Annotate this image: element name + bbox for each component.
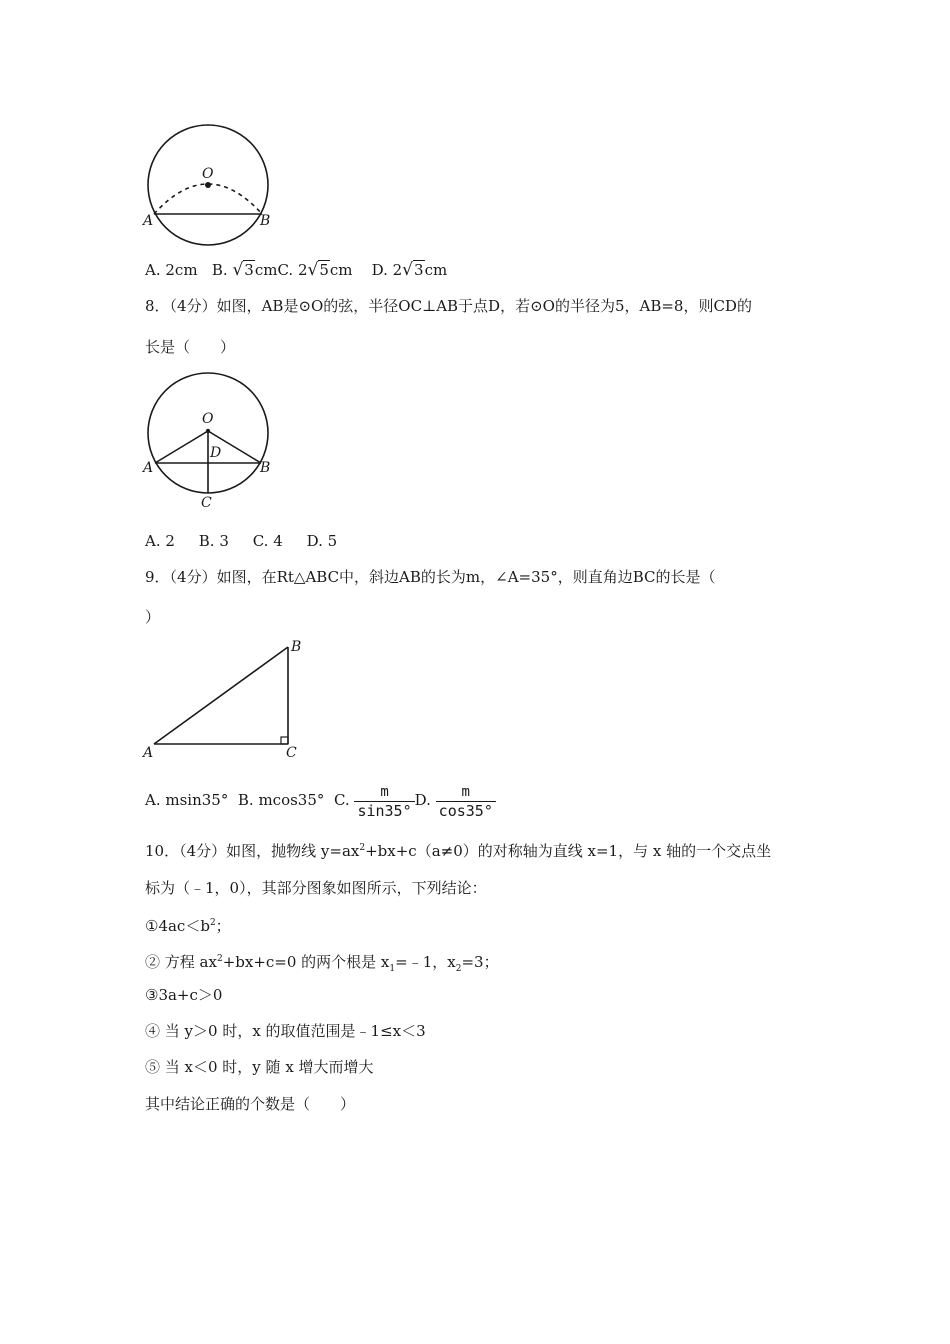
q9-option-c-fraction: $\frac{m}{\sin 35^\circ}$ bbox=[354, 784, 414, 819]
q8-label-c: C bbox=[201, 495, 212, 511]
q7-option-a: A. 2cm bbox=[145, 261, 198, 279]
q9-stem-line1: 9．（4分）如图，在Rt△ABC中，斜边AB的长为m，∠A=35°，则直角边BC的长是（ bbox=[145, 568, 716, 586]
q7-circle-figure bbox=[140, 120, 290, 255]
q7-option-d-suffix: cm bbox=[424, 261, 448, 279]
q8-radius-oa bbox=[155, 431, 208, 463]
q9-option-d-prefix: D. bbox=[414, 791, 431, 809]
q7-option-c-sqrt: √5 bbox=[307, 260, 329, 280]
q9-triangle-figure bbox=[140, 635, 310, 765]
q8-circle-figure bbox=[140, 365, 290, 515]
q7-dashed-arc bbox=[154, 184, 262, 214]
q7-option-c-coef: 2 bbox=[297, 261, 308, 279]
q9-label-c: C bbox=[286, 745, 297, 761]
q10-statement-2: ② 方程 $ax^2+bx+c=0$ 的两个根是 $x_1=﹣1$，$x_2=3$； bbox=[145, 953, 499, 974]
q7-option-b-sqrt: √3 bbox=[232, 260, 254, 280]
q8-option-a: A. 2 bbox=[145, 532, 175, 550]
q10-stem-line1: 10．（4分）如图，抛物线 $y=ax^2+bx+c(a\ne 0)$的对称轴为直线 x=1，与 x 轴的一个交点坐 bbox=[145, 842, 772, 860]
q10-statement-4: ④ 当 y＞0 时，x 的取值范围是﹣1≤x＜3 bbox=[145, 1022, 426, 1040]
q8-stem-line1: 8．（4分）如图，AB是⊙O的弦，半径OC⊥AB于点D，若⊙O的半径为5，AB=8，则CD的 bbox=[145, 297, 752, 315]
q8-option-c: C. 4 bbox=[252, 532, 283, 550]
q8-option-b: B. 3 bbox=[198, 532, 229, 550]
q10-statement-5: ⑤ 当 x＜0 时，y 随 x 增大而增大 bbox=[145, 1058, 374, 1076]
q7-option-d-sqrt: √3 bbox=[402, 260, 424, 280]
q7-option-c-suffix: cm bbox=[329, 261, 353, 279]
q9-option-d-fraction: $\frac{m}{\cos 35^\circ}$ bbox=[436, 784, 496, 819]
q10-statement-1: $①4ac<b^2$； bbox=[145, 917, 231, 935]
q7-option-d-prefix: D. 2 bbox=[371, 261, 403, 279]
q8-center-point bbox=[206, 429, 210, 433]
q8-options bbox=[145, 531, 337, 551]
q7-label-b: B bbox=[260, 213, 271, 229]
q7-option-b-suffix: cmC. bbox=[254, 261, 294, 279]
q7-label-a: A bbox=[143, 213, 154, 229]
q9-option-a: A. msin35° bbox=[145, 791, 229, 809]
q7-options bbox=[145, 260, 447, 280]
q7-center-point bbox=[205, 182, 211, 188]
q9-hypotenuse-ab bbox=[154, 647, 288, 744]
q10-stem-line2: 标为（﹣1，0），其部分图象如图所示，下列结论： bbox=[145, 879, 487, 897]
q9-option-b: B. mcos35° bbox=[237, 791, 325, 809]
q9-stem-line2: ） bbox=[145, 608, 161, 626]
q9-label-a: A bbox=[143, 745, 154, 761]
q8-option-d: D. 5 bbox=[306, 532, 338, 550]
q9-right-angle-mark bbox=[281, 737, 288, 744]
q7-label-o: O bbox=[202, 166, 214, 182]
q8-stem-line2: 长是（ ） bbox=[145, 338, 236, 356]
q9-label-b: B bbox=[291, 639, 302, 655]
q8-label-o: O bbox=[202, 411, 214, 427]
q8-label-b: B bbox=[260, 460, 271, 476]
q7-option-b-prefix: B. bbox=[211, 261, 228, 279]
q10-statement-3: ③3a+c＞0 bbox=[145, 986, 223, 1004]
q8-label-a: A bbox=[143, 460, 154, 476]
q8-label-d: D bbox=[210, 445, 222, 461]
q9-options bbox=[145, 781, 496, 821]
q10-question: 其中结论正确的个数是（ ） bbox=[145, 1095, 356, 1113]
q9-option-c-prefix: C. bbox=[333, 791, 350, 809]
